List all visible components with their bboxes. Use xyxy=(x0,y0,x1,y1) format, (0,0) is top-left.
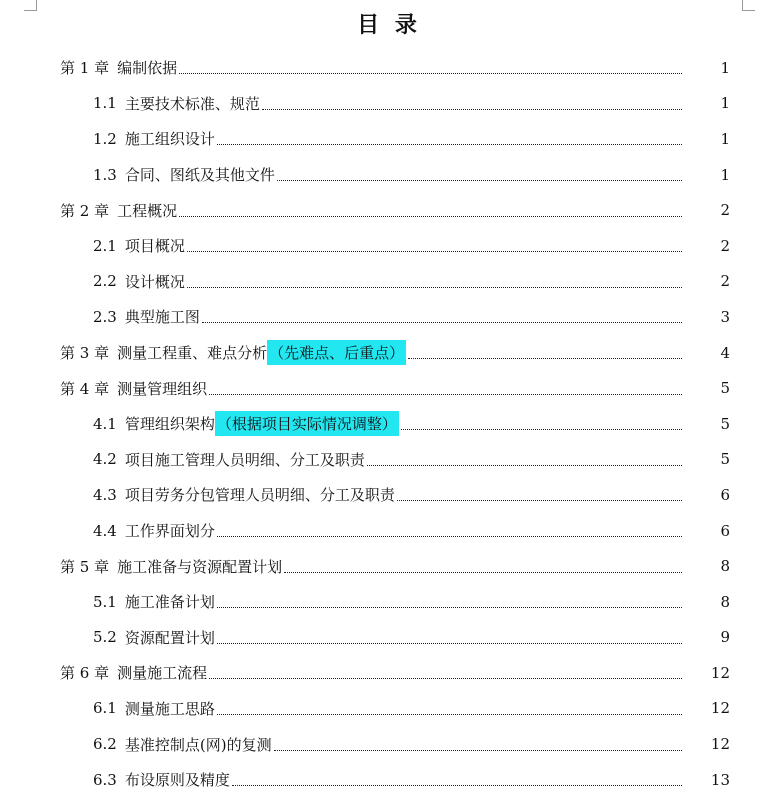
toc-page-number: 4 xyxy=(720,343,730,362)
toc-section-entry[interactable] xyxy=(0,620,778,656)
toc-page-number: 6 xyxy=(720,521,730,540)
toc-dot-leader xyxy=(187,251,682,252)
toc-dot-leader xyxy=(274,750,682,751)
toc-page-number: 2 xyxy=(720,236,730,255)
toc-section-entry[interactable] xyxy=(0,584,778,620)
toc-dot-leader xyxy=(209,678,682,679)
toc-section-entry[interactable] xyxy=(0,228,778,264)
toc-entry-title: 项目施工管理人员明细、分工及职责 xyxy=(124,450,365,469)
toc-entry-title: 管理组织架构 xyxy=(124,415,215,434)
toc-entry-number: 1.2 xyxy=(93,129,117,148)
toc-dot-leader xyxy=(209,394,682,395)
toc-entry-highlight-note: （根据项目实际情况调整） xyxy=(215,411,399,436)
toc-dot-leader xyxy=(397,500,682,501)
toc-page-number: 2 xyxy=(720,201,730,220)
toc-dot-leader xyxy=(217,714,682,715)
toc-entry-title: 基准控制点(网)的复测 xyxy=(124,735,272,754)
toc-page-number: 5 xyxy=(720,414,730,433)
toc-section-entry[interactable] xyxy=(0,513,778,549)
toc-entry-number: 4.3 xyxy=(93,485,117,504)
toc-chapter-entry[interactable] xyxy=(0,655,778,691)
toc-section-entry[interactable] xyxy=(0,406,778,442)
toc-page-number: 5 xyxy=(720,450,730,469)
toc-entry-title: 主要技术标准、规范 xyxy=(124,94,260,113)
toc-entry-title: 工作界面划分 xyxy=(124,522,215,541)
toc-entry-number: 4.2 xyxy=(93,450,117,469)
toc-entry-title: 施工准备与资源配置计划 xyxy=(117,557,283,576)
toc-entry-title: 合同、图纸及其他文件 xyxy=(124,166,275,185)
toc-entry-title: 典型施工图 xyxy=(124,308,200,327)
toc-chapter-entry[interactable] xyxy=(0,50,778,86)
toc-dot-leader xyxy=(277,180,682,181)
toc-entry-title: 资源配置计划 xyxy=(124,628,215,647)
toc-entry-title: 项目概况 xyxy=(124,237,185,256)
toc-entry-number: 1.1 xyxy=(93,94,117,113)
toc-dot-leader xyxy=(179,216,682,217)
toc-page-number: 8 xyxy=(720,557,730,576)
toc-entry-number: 第 5 章 xyxy=(60,557,110,576)
toc-page-number: 1 xyxy=(720,165,730,184)
toc-entry-title: 测量施工思路 xyxy=(124,699,215,718)
toc-dot-leader xyxy=(408,358,682,359)
toc-entry-title: 编制依据 xyxy=(117,59,178,78)
toc-entry-number: 6.3 xyxy=(93,770,117,789)
toc-chapter-entry[interactable] xyxy=(0,370,778,406)
toc-section-entry[interactable] xyxy=(0,477,778,513)
toc-entry-number: 4.1 xyxy=(93,414,117,433)
toc-page-number: 9 xyxy=(720,628,730,647)
toc-entry-number: 1.3 xyxy=(93,165,117,184)
toc-section-entry[interactable] xyxy=(0,299,778,335)
toc-dot-leader xyxy=(284,572,682,573)
toc-dot-leader xyxy=(401,429,682,430)
toc-section-entry[interactable] xyxy=(0,157,778,193)
toc-entry-number: 第 1 章 xyxy=(60,59,110,78)
toc-dot-leader xyxy=(367,465,682,466)
toc-entry-title: 施工准备计划 xyxy=(124,593,215,612)
toc-dot-leader xyxy=(179,73,682,74)
toc-dot-leader xyxy=(202,322,682,323)
toc-dot-leader xyxy=(217,643,682,644)
toc-entry-number: 5.1 xyxy=(93,592,117,611)
toc-entry-number: 第 6 章 xyxy=(60,664,110,683)
toc-section-entry[interactable] xyxy=(0,691,778,727)
toc-dot-leader xyxy=(217,607,682,608)
toc-entry-number: 6.2 xyxy=(93,735,117,754)
toc-page-number: 8 xyxy=(720,592,730,611)
toc-entry-title: 测量管理组织 xyxy=(117,379,208,398)
toc-entry-title: 工程概况 xyxy=(117,201,178,220)
toc-chapter-entry[interactable] xyxy=(0,335,778,371)
toc-page-number: 13 xyxy=(710,770,730,789)
toc-page-number: 3 xyxy=(720,307,730,326)
toc-section-entry[interactable] xyxy=(0,442,778,478)
toc-section-entry[interactable] xyxy=(0,726,778,762)
toc-dot-leader xyxy=(187,287,682,288)
toc-entry-number: 2.2 xyxy=(93,272,117,291)
toc-page-number: 1 xyxy=(720,58,730,77)
toc-chapter-entry[interactable] xyxy=(0,548,778,584)
toc-section-entry[interactable] xyxy=(0,121,778,157)
toc-page-number: 12 xyxy=(710,735,730,754)
toc-section-entry[interactable] xyxy=(0,762,778,798)
toc-dot-leader xyxy=(232,785,682,786)
toc-entry-number: 第 4 章 xyxy=(60,379,110,398)
toc-page-number: 1 xyxy=(720,129,730,148)
toc-entry-title: 设计概况 xyxy=(124,272,185,291)
toc-entry-number: 4.4 xyxy=(93,521,117,540)
toc-dot-leader xyxy=(217,536,682,537)
toc-dot-leader xyxy=(262,109,682,110)
toc-page-number: 6 xyxy=(720,485,730,504)
toc-entry-number: 第 3 章 xyxy=(60,344,110,363)
toc-page-number: 5 xyxy=(720,379,730,398)
toc-entry-title: 布设原则及精度 xyxy=(124,771,230,790)
table-of-contents xyxy=(0,50,778,797)
toc-page-number: 1 xyxy=(720,94,730,113)
toc-entry-number: 第 2 章 xyxy=(60,201,110,220)
toc-entry-number: 2.3 xyxy=(93,307,117,326)
toc-dot-leader xyxy=(217,144,682,145)
toc-entry-highlight-note: （先难点、后重点） xyxy=(267,340,406,365)
toc-chapter-entry[interactable] xyxy=(0,192,778,228)
toc-entry-title: 施工组织设计 xyxy=(124,130,215,149)
toc-section-entry[interactable] xyxy=(0,86,778,122)
toc-section-entry[interactable] xyxy=(0,264,778,300)
toc-entry-number: 2.1 xyxy=(93,236,117,255)
toc-page-number: 2 xyxy=(720,272,730,291)
toc-title: 目 录 xyxy=(357,13,421,38)
toc-page-number: 12 xyxy=(710,699,730,718)
toc-entry-number: 6.1 xyxy=(93,699,117,718)
toc-entry-title: 项目劳务分包管理人员明细、分工及职责 xyxy=(124,486,395,505)
toc-entry-title: 测量工程重、难点分析 xyxy=(117,344,268,363)
toc-page-number: 12 xyxy=(710,663,730,682)
toc-entry-title: 测量施工流程 xyxy=(117,664,208,683)
toc-entry-number: 5.2 xyxy=(93,628,117,647)
